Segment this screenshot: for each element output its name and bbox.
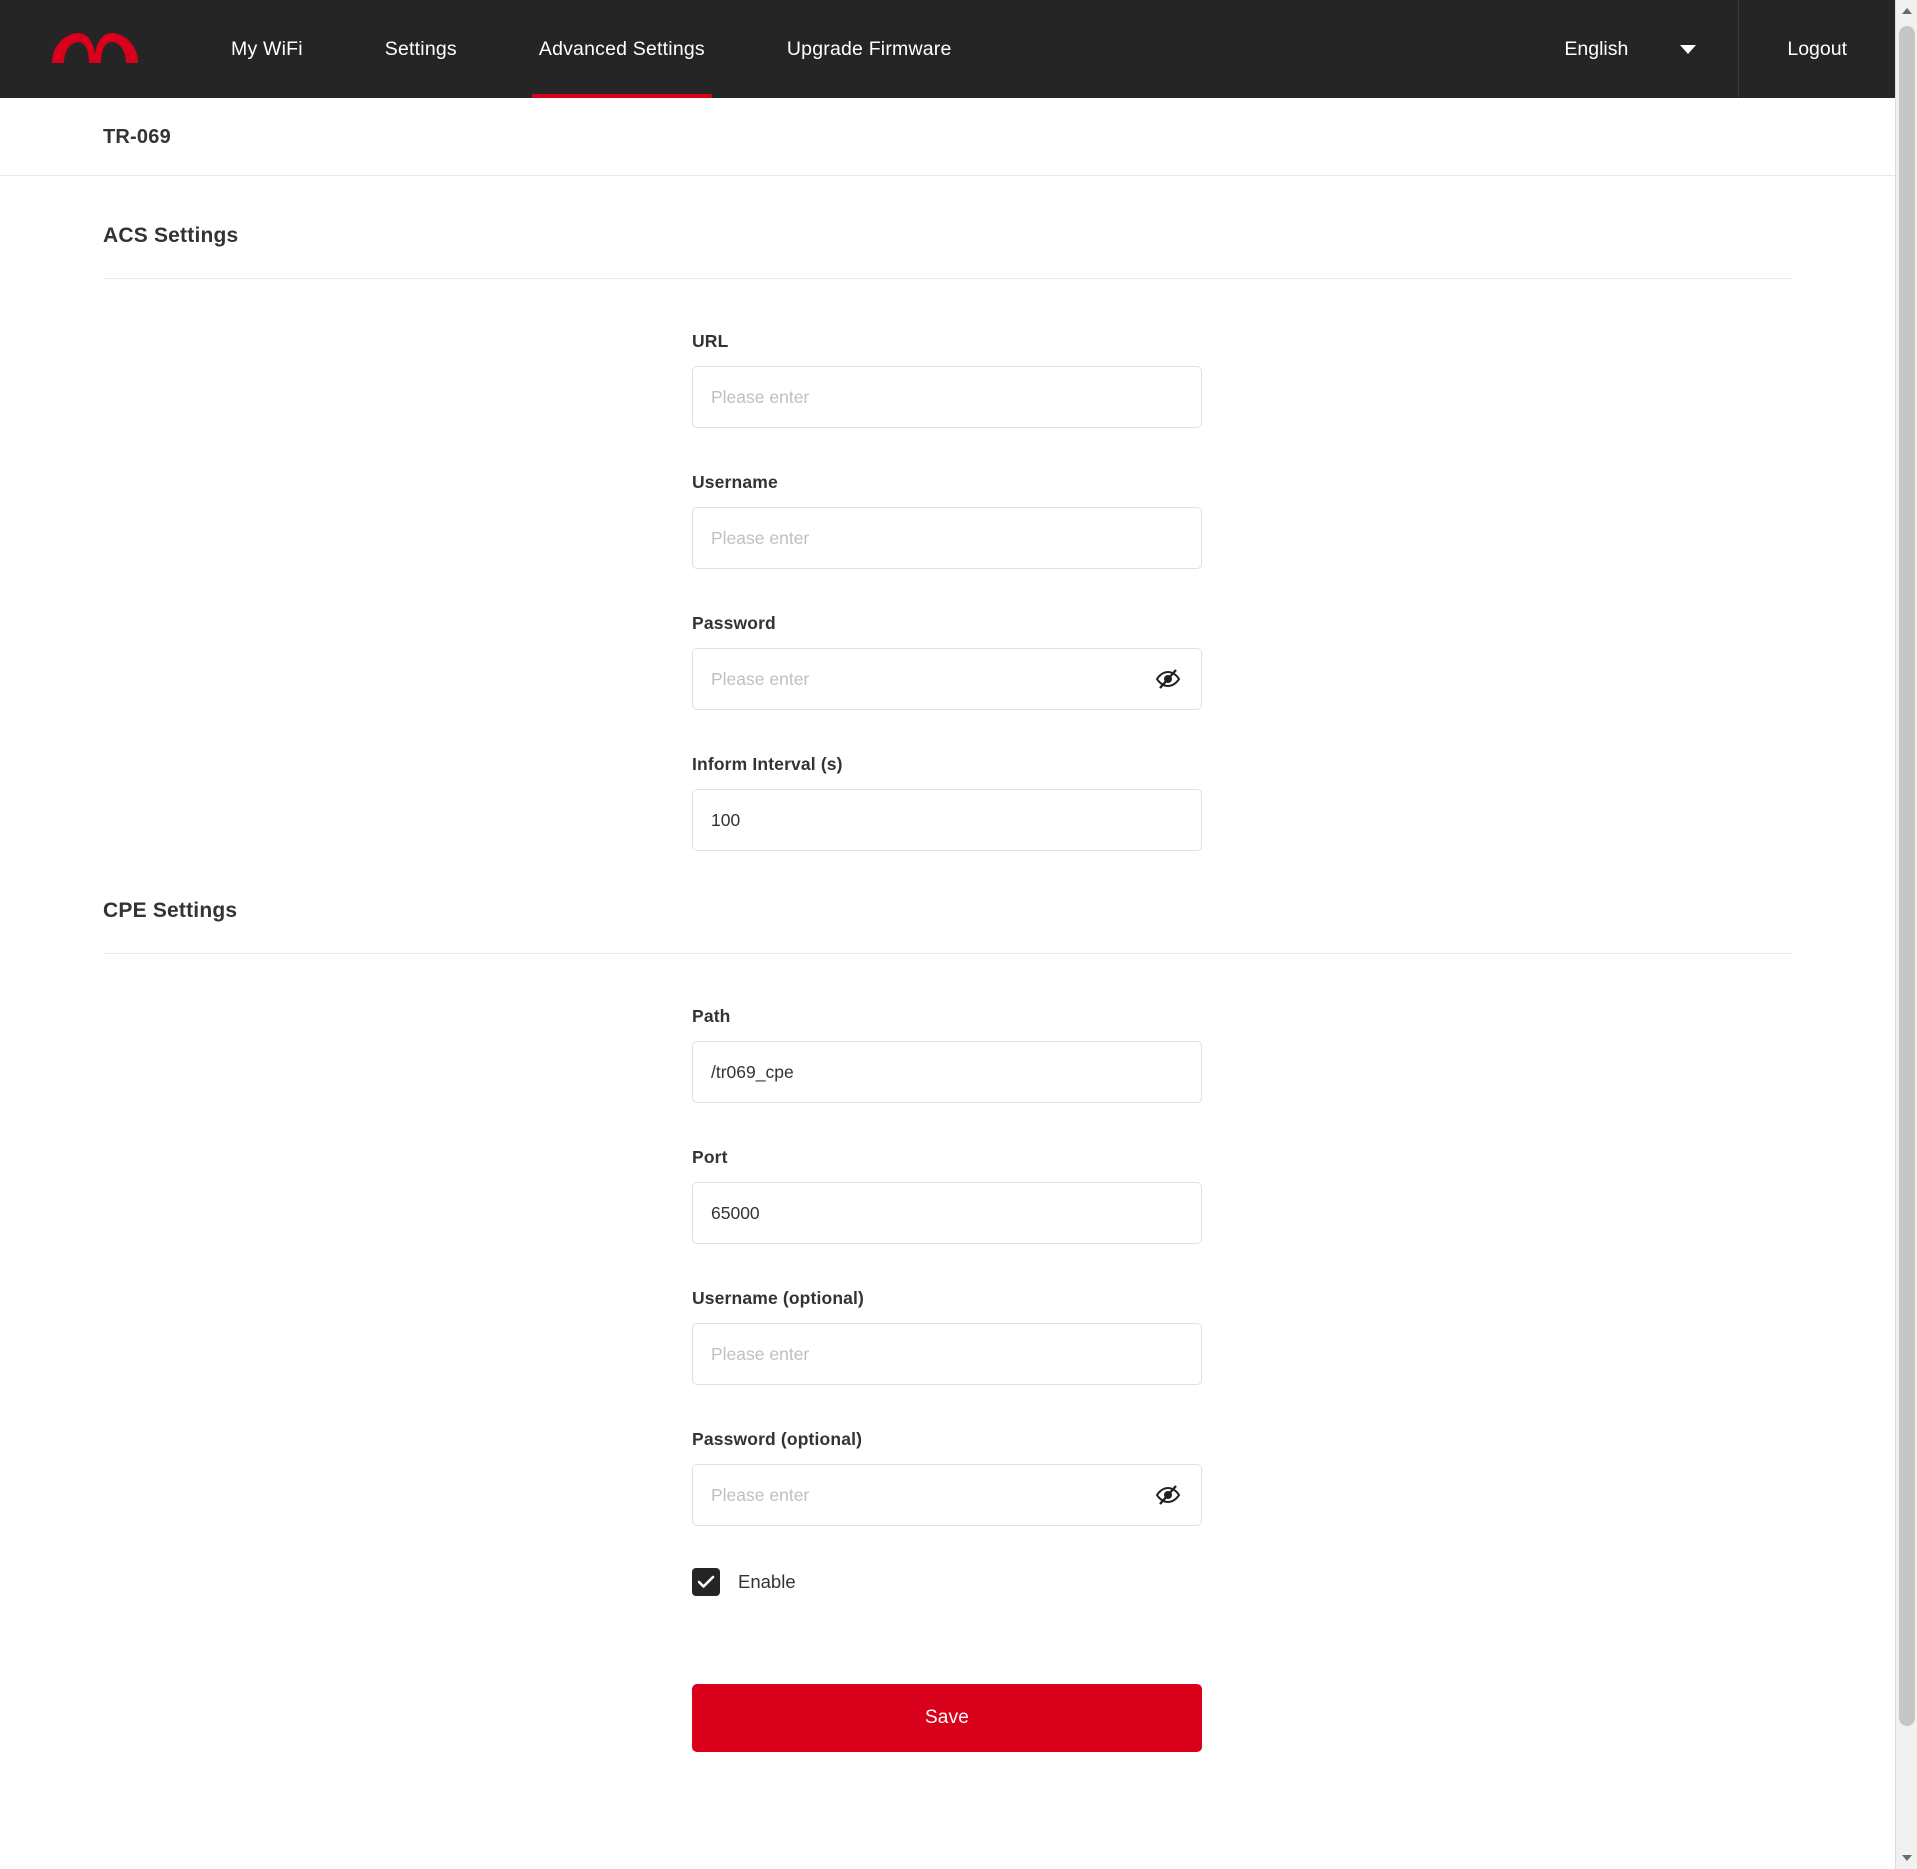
- cpe-settings-heading: CPE Settings: [103, 899, 238, 922]
- nav-item-settings[interactable]: [344, 0, 498, 98]
- acs-url-input[interactable]: [693, 367, 1201, 427]
- eye-slash-icon[interactable]: [1155, 1485, 1181, 1505]
- acs-settings-heading: ACS Settings: [103, 224, 239, 247]
- scroll-up-arrow-glyph: [1902, 8, 1912, 14]
- scroll-up-arrow-icon[interactable]: [1896, 0, 1917, 22]
- brand-logo[interactable]: [0, 29, 190, 69]
- field-acs-inform-interval: [692, 754, 1895, 851]
- field-acs-url: [692, 331, 1895, 428]
- bottom-spacer: [692, 1752, 1895, 1812]
- scrollbar-thumb[interactable]: [1899, 26, 1915, 1726]
- primary-nav: [190, 0, 993, 98]
- cpe-port-input[interactable]: [693, 1183, 1201, 1243]
- nav-item-upgrade-firmware[interactable]: [746, 0, 993, 98]
- nav-item-settings-label: Settings: [384, 37, 457, 60]
- field-cpe-password: [692, 1429, 1895, 1526]
- field-acs-inform-interval-label: Inform Interval (s): [692, 754, 843, 774]
- acs-url-input-wrap[interactable]: [692, 366, 1202, 428]
- nav-item-upgrade-firmware-label: Upgrade Firmware: [786, 37, 952, 60]
- field-acs-username-label: Username: [692, 472, 778, 492]
- field-cpe-username: [692, 1288, 1895, 1385]
- eye-slash-icon[interactable]: [1155, 669, 1181, 689]
- logout-button[interactable]: [1739, 0, 1895, 98]
- cpe-password-input-wrap[interactable]: [692, 1464, 1202, 1526]
- brand-logo-icon: [48, 29, 142, 69]
- enable-checkbox-label: Enable: [738, 1571, 796, 1592]
- field-acs-password-label: Password: [692, 613, 776, 633]
- language-selector-label: English: [1564, 37, 1629, 60]
- nav-item-my-wifi-label: My WiFi: [231, 37, 303, 60]
- cpe-username-input-wrap[interactable]: [692, 1323, 1202, 1385]
- check-icon: [697, 1575, 715, 1589]
- acs-password-input-wrap[interactable]: [692, 648, 1202, 710]
- scroll-down-arrow-icon[interactable]: [1896, 1847, 1917, 1869]
- cpe-settings-form: [0, 1006, 1895, 1812]
- cpe-settings-divider: [103, 953, 1792, 954]
- acs-settings-form: [0, 331, 1895, 851]
- cpe-path-input[interactable]: [693, 1042, 1201, 1102]
- top-navigation-bar: [0, 0, 1895, 98]
- field-cpe-path-label: Path: [692, 1006, 731, 1026]
- acs-inform-interval-input-wrap[interactable]: [692, 789, 1202, 851]
- field-acs-url-label: URL: [692, 331, 729, 351]
- logout-label: Logout: [1787, 37, 1847, 60]
- language-selector[interactable]: [1564, 38, 1706, 61]
- acs-username-input-wrap[interactable]: [692, 507, 1202, 569]
- cpe-path-input-wrap[interactable]: [692, 1041, 1202, 1103]
- field-cpe-username-label: Username (optional): [692, 1288, 865, 1308]
- chevron-down-icon: [1680, 45, 1696, 54]
- nav-right-group: [1564, 0, 1895, 98]
- scroll-down-arrow-glyph: [1902, 1855, 1912, 1861]
- acs-inform-interval-input[interactable]: [693, 790, 1201, 850]
- enable-checkbox[interactable]: [692, 1568, 720, 1596]
- cpe-port-input-wrap[interactable]: [692, 1182, 1202, 1244]
- acs-username-input[interactable]: [693, 508, 1201, 568]
- enable-checkbox-row[interactable]: [692, 1568, 1895, 1596]
- field-cpe-port: [692, 1147, 1895, 1244]
- field-cpe-path: [692, 1006, 1895, 1103]
- nav-item-my-wifi[interactable]: [190, 0, 344, 98]
- cpe-password-input[interactable]: [693, 1465, 1201, 1525]
- cpe-username-input[interactable]: [693, 1324, 1201, 1384]
- page-content: [0, 98, 1895, 1812]
- field-cpe-port-label: Port: [692, 1147, 728, 1167]
- acs-settings-divider: [103, 278, 1792, 279]
- field-acs-password: [692, 613, 1895, 710]
- page-scrollbar[interactable]: [1895, 0, 1917, 1869]
- field-acs-username: [692, 472, 1895, 569]
- save-button[interactable]: Save: [692, 1684, 1202, 1752]
- nav-item-advanced-settings[interactable]: [498, 0, 746, 98]
- nav-item-advanced-settings-label: Advanced Settings: [538, 37, 705, 60]
- field-cpe-password-label: Password (optional): [692, 1429, 863, 1449]
- acs-password-input[interactable]: [693, 649, 1201, 709]
- page-title: TR-069: [0, 98, 1895, 176]
